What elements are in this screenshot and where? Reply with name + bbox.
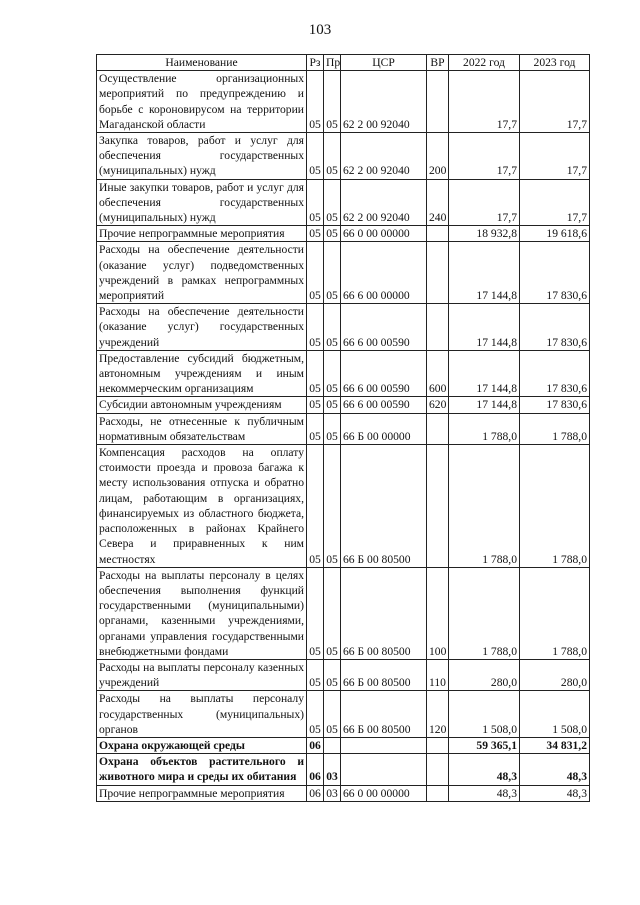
row-pr	[324, 737, 341, 753]
row-csr: 66 6 00 00000	[341, 242, 427, 304]
row-name: Расходы на выплаты персоналу государственных (муниципальных) органов	[97, 691, 307, 738]
row-name: Охрана окружающей среды	[97, 737, 307, 753]
table-row	[97, 691, 590, 738]
row-value-2023: 1 508,0	[520, 691, 590, 738]
row-csr: 66 6 00 00590	[341, 397, 427, 413]
row-name: Прочие непрограммные мероприятия	[97, 785, 307, 801]
row-csr: 62 2 00 92040	[341, 133, 427, 180]
row-csr	[341, 737, 427, 753]
row-vr	[427, 785, 449, 801]
row-csr	[341, 754, 427, 785]
row-csr: 66 Б 00 80500	[341, 691, 427, 738]
row-name: Субсидии автономным учреждениям	[97, 397, 307, 413]
row-rz: 06	[307, 737, 324, 753]
table-row	[97, 179, 590, 226]
row-rz: 05	[307, 445, 324, 568]
row-rz: 05	[307, 226, 324, 242]
row-vr	[427, 242, 449, 304]
table-row	[97, 567, 590, 659]
row-vr	[427, 445, 449, 568]
row-rz: 05	[307, 413, 324, 444]
row-value-2022: 17,7	[449, 133, 520, 180]
table-body	[97, 71, 590, 802]
row-pr: 05	[324, 242, 341, 304]
table-header-row	[97, 55, 590, 71]
row-pr: 05	[324, 567, 341, 659]
row-vr	[427, 304, 449, 351]
row-value-2023: 34 831,2	[520, 737, 590, 753]
row-value-2022: 17,7	[449, 179, 520, 226]
row-pr: 05	[324, 71, 341, 133]
row-pr: 05	[324, 413, 341, 444]
header-rz: Рз	[307, 55, 324, 71]
row-name: Осуществление организационных мероприятий по предупреждению и борьбе с короновирусом на территории Магаданской области	[97, 71, 307, 133]
row-csr: 66 0 00 00000	[341, 785, 427, 801]
row-value-2023: 17 830,6	[520, 350, 590, 397]
row-rz: 05	[307, 133, 324, 180]
row-vr	[427, 737, 449, 753]
row-csr: 66 Б 00 80500	[341, 445, 427, 568]
row-rz: 05	[307, 659, 324, 690]
row-name: Охрана объектов растительного и животного мира и среды их обитания	[97, 754, 307, 785]
table-row	[97, 413, 590, 444]
row-rz: 05	[307, 71, 324, 133]
row-pr: 05	[324, 304, 341, 351]
row-value-2023: 17 830,6	[520, 397, 590, 413]
table-row	[97, 242, 590, 304]
row-vr	[427, 754, 449, 785]
row-csr: 66 Б 00 00000	[341, 413, 427, 444]
row-value-2022: 17 144,8	[449, 304, 520, 351]
row-vr	[427, 71, 449, 133]
header-name: Наименование	[97, 55, 307, 71]
row-value-2023: 17,7	[520, 179, 590, 226]
row-name: Иные закупки товаров, работ и услуг для обеспечения государственных (муниципальных) нужд	[97, 179, 307, 226]
row-pr: 03	[324, 785, 341, 801]
row-pr: 03	[324, 754, 341, 785]
row-csr: 66 6 00 00590	[341, 304, 427, 351]
row-pr: 05	[324, 179, 341, 226]
budget-table	[96, 54, 590, 802]
table-row	[97, 785, 590, 801]
row-value-2022: 17 144,8	[449, 350, 520, 397]
header-2022: 2022 год	[449, 55, 520, 71]
row-rz: 05	[307, 304, 324, 351]
row-rz: 05	[307, 179, 324, 226]
row-vr: 240	[427, 179, 449, 226]
row-value-2023: 280,0	[520, 659, 590, 690]
row-name: Расходы, не отнесенные к публичным нормативным обязательствам	[97, 413, 307, 444]
row-value-2022: 1 508,0	[449, 691, 520, 738]
row-csr: 66 0 00 00000	[341, 226, 427, 242]
row-name: Предоставление субсидий бюджетным, автономным учреждениям и иным некоммерческим организациям	[97, 350, 307, 397]
row-vr	[427, 226, 449, 242]
row-value-2022: 59 365,1	[449, 737, 520, 753]
row-rz: 05	[307, 350, 324, 397]
header-pr: Пр	[324, 55, 341, 71]
table-row	[97, 737, 590, 753]
row-value-2023: 1 788,0	[520, 445, 590, 568]
row-value-2023: 19 618,6	[520, 226, 590, 242]
row-value-2022: 17 144,8	[449, 397, 520, 413]
row-value-2022: 18 932,8	[449, 226, 520, 242]
row-value-2022: 17,7	[449, 71, 520, 133]
row-pr: 05	[324, 226, 341, 242]
row-value-2023: 17,7	[520, 133, 590, 180]
row-value-2023: 17 830,6	[520, 242, 590, 304]
row-vr: 600	[427, 350, 449, 397]
row-pr: 05	[324, 445, 341, 568]
row-csr: 66 Б 00 80500	[341, 567, 427, 659]
table-row	[97, 659, 590, 690]
row-rz: 06	[307, 754, 324, 785]
page-number: 103	[308, 22, 332, 38]
row-vr: 620	[427, 397, 449, 413]
row-value-2023: 17 830,6	[520, 304, 590, 351]
table-row	[97, 226, 590, 242]
row-name: Прочие непрограммные мероприятия	[97, 226, 307, 242]
row-pr: 05	[324, 691, 341, 738]
row-value-2022: 48,3	[449, 785, 520, 801]
row-csr: 62 2 00 92040	[341, 179, 427, 226]
row-rz: 05	[307, 242, 324, 304]
table-row	[97, 71, 590, 133]
row-vr: 100	[427, 567, 449, 659]
row-name: Закупка товаров, работ и услуг для обеспечения государственных (муниципальных) нужд	[97, 133, 307, 180]
row-value-2023: 1 788,0	[520, 567, 590, 659]
row-name: Расходы на обеспечение деятельности (оказание услуг) подведомственных учреждений в рамках непрограммных мероприятий	[97, 242, 307, 304]
row-value-2022: 1 788,0	[449, 413, 520, 444]
row-pr: 05	[324, 350, 341, 397]
row-value-2022: 1 788,0	[449, 567, 520, 659]
row-vr: 200	[427, 133, 449, 180]
row-value-2022: 17 144,8	[449, 242, 520, 304]
row-value-2022: 48,3	[449, 754, 520, 785]
row-name: Расходы на выплаты персоналу казенных учреждений	[97, 659, 307, 690]
row-vr: 120	[427, 691, 449, 738]
row-name: Компенсация расходов на оплату стоимости проезда и провоза багажа к месту использования отпуска и обратно лицам, работающим в организациях, финансируемых из областного бюджета, расположенных в районах Крайнего Севера и приравненных к ним местностях	[97, 445, 307, 568]
row-name: Расходы на обеспечение деятельности (оказание услуг) государственных учреждений	[97, 304, 307, 351]
row-pr: 05	[324, 133, 341, 180]
row-rz: 06	[307, 785, 324, 801]
table-row	[97, 397, 590, 413]
row-value-2022: 280,0	[449, 659, 520, 690]
row-value-2023: 48,3	[520, 785, 590, 801]
table-row	[97, 445, 590, 568]
row-value-2023: 17,7	[520, 71, 590, 133]
header-csr: ЦСР	[341, 55, 427, 71]
row-rz: 05	[307, 397, 324, 413]
row-vr: 110	[427, 659, 449, 690]
row-pr: 05	[324, 397, 341, 413]
table-row	[97, 133, 590, 180]
row-value-2022: 1 788,0	[449, 445, 520, 568]
table-row	[97, 350, 590, 397]
row-rz: 05	[307, 567, 324, 659]
row-value-2023: 1 788,0	[520, 413, 590, 444]
row-csr: 66 6 00 00590	[341, 350, 427, 397]
row-rz: 05	[307, 691, 324, 738]
row-csr: 62 2 00 92040	[341, 71, 427, 133]
table-row	[97, 304, 590, 351]
row-csr: 66 Б 00 80500	[341, 659, 427, 690]
row-value-2023: 48,3	[520, 754, 590, 785]
table-row	[97, 754, 590, 785]
header-2023: 2023 год	[520, 55, 590, 71]
row-pr: 05	[324, 659, 341, 690]
row-name: Расходы на выплаты персоналу в целях обеспечения выполнения функций государственными (муниципальными) органами, казенными учреждениями, органами управления государственными внебюджетными фондами	[97, 567, 307, 659]
row-vr	[427, 413, 449, 444]
header-vr: ВР	[427, 55, 449, 71]
